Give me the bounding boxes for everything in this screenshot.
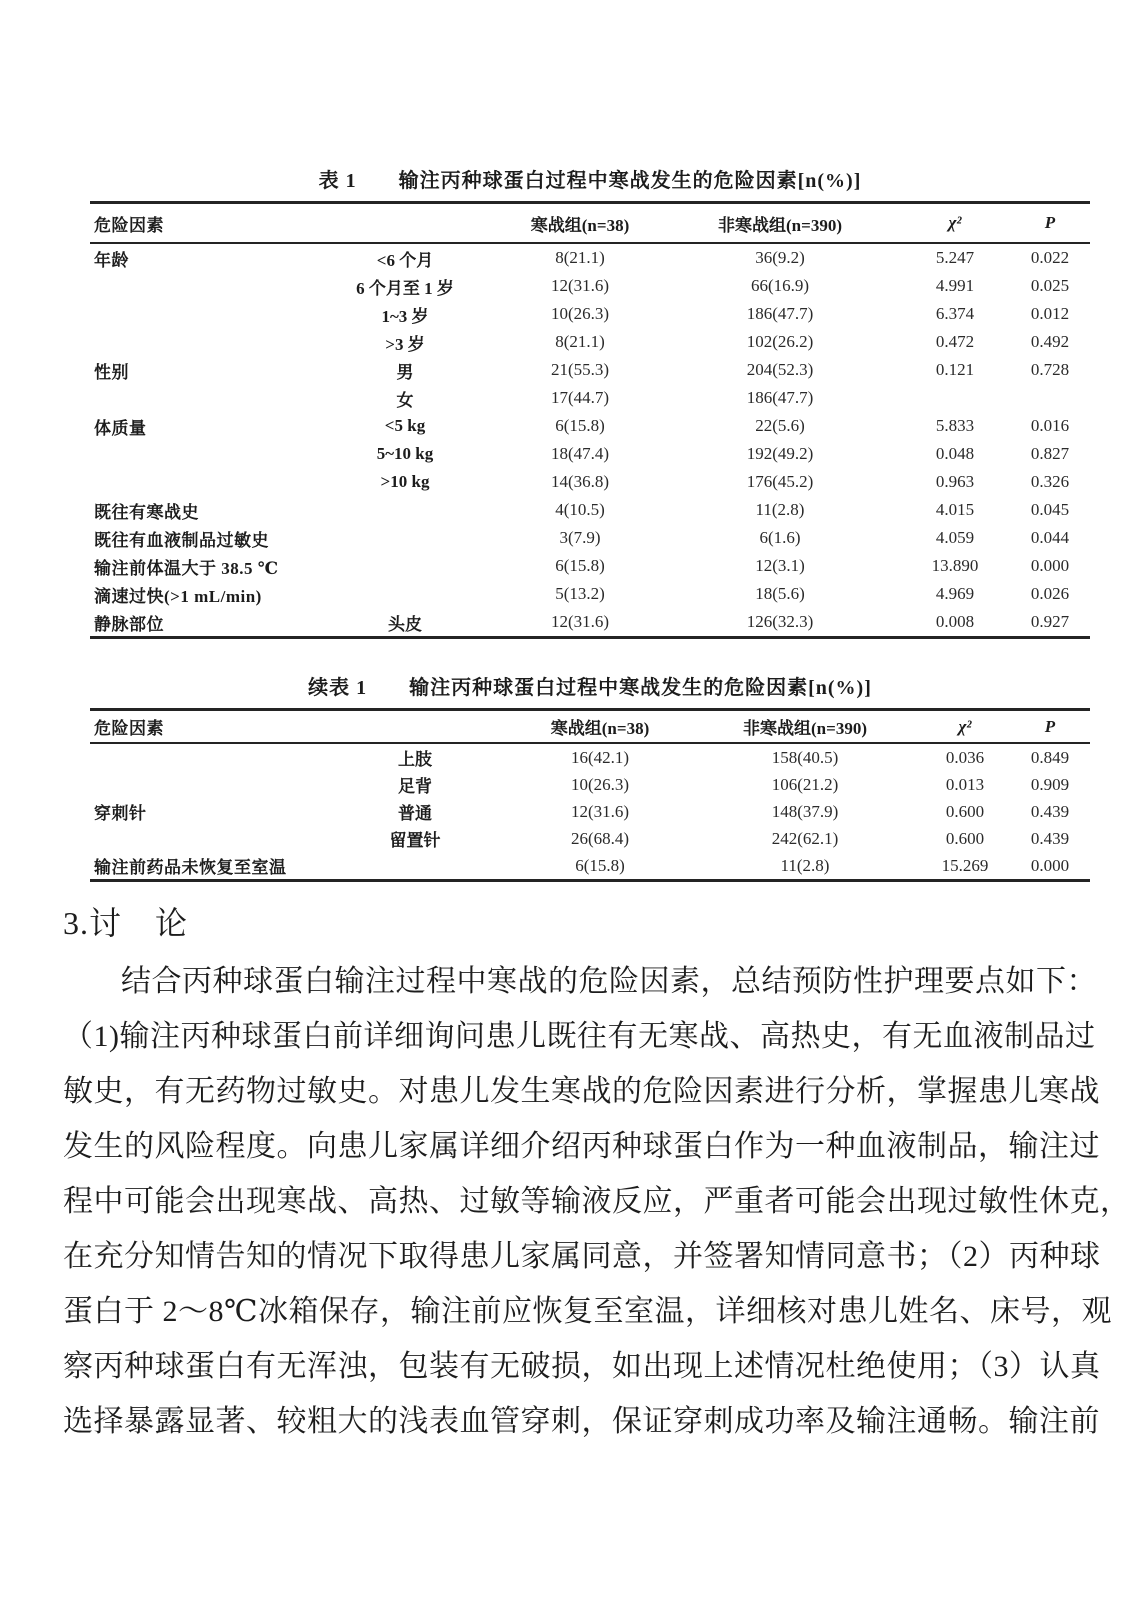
table2-label: 续表 1 — [308, 677, 368, 699]
cell-chill-group-value: 16(42.1) — [570, 747, 630, 767]
cell-risk-factor — [90, 384, 310, 412]
cell-risk-factor: 年龄 — [94, 250, 129, 270]
cell-category: 普通 — [398, 804, 432, 823]
cell-p-value: 0.909 — [1030, 774, 1070, 794]
cell-category: 足背 — [398, 777, 432, 796]
cell-risk-factor: 既往有血液制品过敏史 — [94, 530, 269, 550]
table1-caption: 输注丙种球蛋白过程中寒战发生的危险因素[n(%)] — [398, 170, 862, 192]
table-row — [90, 852, 1090, 881]
cell-risk-factor — [90, 825, 320, 852]
cell-category — [310, 524, 500, 552]
cell-p-value: 0.022 — [1030, 248, 1070, 267]
cell-nonchill-group-value: 102(26.2) — [746, 332, 814, 351]
cell-nonchill-group-value: 176(45.2) — [746, 472, 814, 491]
table2-title — [90, 675, 1090, 701]
cell-chill-group-value: 14(36.8) — [550, 472, 610, 491]
header-nonchill-group: 非寒战组(n=390) — [660, 203, 900, 244]
cell-p-value: 0.492 — [1030, 332, 1070, 351]
table-row — [90, 440, 1090, 468]
table-row — [90, 771, 1090, 798]
table2-block — [0, 639, 1145, 882]
cell-nonchill-group-value: 242(62.1) — [771, 828, 839, 848]
cell-chi-square-value: 0.472 — [935, 332, 975, 351]
cell-p-value: 0.439 — [1030, 801, 1070, 821]
table-header-row — [90, 710, 1090, 744]
cell-chill-group-value: 21(55.3) — [550, 360, 610, 379]
cell-chill-group-value: 4(10.5) — [555, 500, 605, 519]
cell-chi-square-value: 15.269 — [941, 855, 989, 875]
cell-risk-factor — [90, 743, 320, 771]
cell-category: 1~3 岁 — [381, 306, 429, 326]
cell-chi-square-value: 0.963 — [935, 472, 975, 491]
cell-chi-square-value: 0.036 — [945, 747, 985, 767]
cell-chill-group-value: 8(21.1) — [555, 332, 605, 351]
header-nonchill-group: 非寒战组(n=390) — [690, 710, 920, 744]
cell-p-value: 0.016 — [1030, 416, 1070, 435]
cell-nonchill-group-value: 186(47.7) — [746, 388, 814, 407]
cell-chill-group-value: 12(31.6) — [550, 612, 610, 631]
cell-p-value: 0.000 — [1030, 556, 1070, 575]
cell-risk-factor — [90, 328, 310, 356]
cell-risk-factor — [90, 468, 310, 496]
risk-factor-table — [90, 201, 1090, 639]
cell-chi-square-value: 0.121 — [935, 360, 975, 379]
cell-p-value — [1010, 384, 1090, 412]
header-risk-factor: 危险因素 — [90, 710, 320, 744]
table-row — [90, 272, 1090, 300]
table-row — [90, 328, 1090, 356]
text-line: 在充分知情告知的情况下取得患儿家属同意，并签署知情同意书；（2）丙种球 — [63, 1240, 1101, 1273]
header-spacer — [310, 203, 500, 244]
cell-risk-factor: 输注前体温大于 38.5 ℃ — [94, 558, 279, 578]
cell-category: >10 kg — [380, 472, 430, 491]
cell-category: <5 kg — [384, 416, 426, 435]
cell-p-value: 0.045 — [1030, 500, 1070, 519]
cell-chill-group-value: 17(44.7) — [550, 388, 610, 407]
cell-p-value: 0.000 — [1030, 855, 1070, 875]
cell-chill-group-value: 18(47.4) — [550, 444, 610, 463]
cell-chi-square-value: 0.013 — [945, 774, 985, 794]
discussion-paragraph — [63, 954, 1131, 1449]
risk-factor-table-continued — [90, 708, 1090, 882]
text-line: 敏史，有无药物过敏史。对患儿发生寒战的危险因素进行分析，掌握患儿寒战 — [63, 1075, 1100, 1108]
discussion-section — [0, 882, 1145, 1449]
cell-p-value: 0.927 — [1030, 612, 1070, 631]
cell-risk-factor — [90, 440, 310, 468]
cell-chill-group-value: 5(13.2) — [555, 584, 605, 603]
cell-p-value: 0.025 — [1030, 276, 1070, 295]
table-row — [90, 580, 1090, 608]
cell-risk-factor: 静脉部位 — [94, 614, 164, 634]
cell-nonchill-group-value: 106(21.2) — [771, 774, 839, 794]
text-line: 程中可能会出现寒战、高热、过敏等输液反应，严重者可能会出现过敏性休克， — [63, 1185, 1131, 1218]
table-row — [90, 356, 1090, 384]
text-line: 选择暴露显著、较粗大的浅表血管穿刺，保证穿刺成功率及输注通畅。输注前 — [63, 1405, 1100, 1438]
cell-nonchill-group-value: 12(3.1) — [755, 556, 805, 575]
table-row — [90, 384, 1090, 412]
table1-title — [90, 168, 1090, 194]
cell-chill-group-value: 10(26.3) — [570, 774, 630, 794]
table-row — [90, 798, 1090, 825]
cell-chill-group-value: 3(7.9) — [559, 528, 601, 547]
header-chi-square: χ² — [920, 710, 1010, 744]
table1-block — [0, 0, 1145, 639]
text-line: 蛋白于 2～8℃冰箱保存，输注前应恢复至室温，详细核对患儿姓名、床号，观 — [63, 1295, 1113, 1328]
cell-nonchill-group-value: 6(1.6) — [759, 528, 801, 547]
cell-category: 留置针 — [389, 831, 441, 850]
table-header-row — [90, 203, 1090, 244]
cell-risk-factor: 既往有寒战史 — [94, 502, 199, 522]
table-row — [90, 412, 1090, 440]
header-risk-factor: 危险因素 — [90, 203, 310, 244]
cell-chi-square-value: 0.048 — [935, 444, 975, 463]
cell-p-value: 0.012 — [1030, 304, 1070, 323]
cell-chi-square-value: 6.374 — [935, 304, 975, 323]
text-line: 发生的风险程度。向患儿家属详细介绍丙种球蛋白作为一种血液制品，输注过 — [63, 1130, 1100, 1163]
cell-category: <6 个月 — [376, 250, 434, 270]
table2-caption: 输注丙种球蛋白过程中寒战发生的危险因素[n(%)] — [409, 677, 872, 699]
cell-nonchill-group-value: 192(49.2) — [746, 444, 814, 463]
cell-nonchill-group-value: 36(9.2) — [755, 248, 805, 267]
table-row — [90, 524, 1090, 552]
cell-chill-group-value: 10(26.3) — [550, 304, 610, 323]
cell-risk-factor: 滴速过快(>1 mL/min) — [94, 586, 262, 606]
cell-category: 6 个月至 1 岁 — [356, 278, 454, 298]
cell-nonchill-group-value: 186(47.7) — [746, 304, 814, 323]
header-p-value: P — [1010, 710, 1090, 744]
cell-risk-factor — [90, 771, 320, 798]
cell-chill-group-value: 12(31.6) — [550, 276, 610, 295]
cell-risk-factor: 体质量 — [94, 418, 147, 438]
cell-nonchill-group-value: 204(52.3) — [746, 360, 814, 379]
cell-chi-square-value: 4.969 — [935, 584, 975, 603]
cell-category — [310, 552, 500, 580]
cell-risk-factor: 输注前药品未恢复至室温 — [94, 858, 287, 877]
cell-chi-square-value: 0.600 — [945, 801, 985, 821]
cell-nonchill-group-value: 66(16.9) — [750, 276, 810, 295]
cell-chi-square-value: 0.008 — [935, 612, 975, 631]
cell-p-value: 0.439 — [1030, 828, 1070, 848]
cell-p-value: 0.326 — [1030, 472, 1070, 491]
cell-category — [310, 580, 500, 608]
header-chill-group: 寒战组(n=38) — [510, 710, 690, 744]
cell-nonchill-group-value: 148(37.9) — [771, 801, 839, 821]
section-heading: 3.讨 论 — [63, 905, 189, 941]
header-chi-square: χ² — [900, 203, 1010, 244]
cell-category — [310, 496, 500, 524]
table-row — [90, 743, 1090, 771]
cell-risk-factor — [90, 272, 310, 300]
cell-nonchill-group-value: 18(5.6) — [755, 584, 805, 603]
table1-label: 表 1 — [318, 170, 357, 192]
cell-chill-group-value: 12(31.6) — [570, 801, 630, 821]
cell-category — [320, 852, 510, 881]
cell-chill-group-value: 6(15.8) — [555, 416, 605, 435]
cell-chi-square-value: 5.247 — [935, 248, 975, 267]
cell-nonchill-group-value: 126(32.3) — [746, 612, 814, 631]
cell-chill-group-value: 26(68.4) — [570, 828, 630, 848]
cell-nonchill-group-value: 22(5.6) — [755, 416, 805, 435]
cell-chi-square-value: 4.059 — [935, 528, 975, 547]
cell-nonchill-group-value: 11(2.8) — [755, 500, 805, 519]
text-line: 结合丙种球蛋白输注过程中寒战的危险因素，总结预防性护理要点如下： — [121, 965, 1097, 998]
cell-p-value: 0.728 — [1030, 360, 1070, 379]
cell-chi-square-value: 4.015 — [935, 500, 975, 519]
table-row — [90, 608, 1090, 638]
header-chill-group: 寒战组(n=38) — [500, 203, 660, 244]
cell-category: 头皮 — [388, 614, 422, 634]
cell-chi-square-value — [900, 384, 1010, 412]
cell-category: >3 岁 — [385, 334, 425, 354]
cell-chi-square-value: 0.600 — [945, 828, 985, 848]
table-row — [90, 243, 1090, 272]
table-row — [90, 552, 1090, 580]
cell-chi-square-value: 13.890 — [931, 556, 979, 575]
cell-p-value: 0.044 — [1030, 528, 1070, 547]
table-row — [90, 300, 1090, 328]
cell-chill-group-value: 8(21.1) — [555, 248, 605, 267]
header-spacer — [320, 710, 510, 744]
cell-category: 5~10 kg — [376, 444, 434, 463]
cell-category: 男 — [396, 362, 414, 382]
cell-chill-group-value: 6(15.8) — [575, 855, 625, 875]
text-line: 察丙种球蛋白有无浑浊，包装有无破损，如出现上述情况杜绝使用；（3）认真 — [63, 1350, 1101, 1383]
table2-body — [90, 743, 1090, 881]
header-p-value: P — [1010, 203, 1090, 244]
cell-nonchill-group-value: 11(2.8) — [780, 855, 830, 875]
cell-chi-square-value: 5.833 — [935, 416, 975, 435]
cell-chill-group-value: 6(15.8) — [555, 556, 605, 575]
cell-p-value: 0.026 — [1030, 584, 1070, 603]
cell-risk-factor: 性别 — [94, 362, 129, 382]
table1-body — [90, 243, 1090, 638]
cell-p-value: 0.827 — [1030, 444, 1070, 463]
cell-chi-square-value: 4.991 — [935, 276, 975, 295]
cell-category: 女 — [396, 390, 414, 410]
table-row — [90, 496, 1090, 524]
table-row — [90, 468, 1090, 496]
cell-nonchill-group-value: 158(40.5) — [771, 747, 839, 767]
table-row — [90, 825, 1090, 852]
cell-risk-factor: 穿刺针 — [94, 804, 147, 823]
cell-p-value: 0.849 — [1030, 747, 1070, 767]
cell-category: 上肢 — [398, 750, 432, 769]
cell-risk-factor — [90, 300, 310, 328]
text-line: （1)输注丙种球蛋白前详细询问患儿既往有无寒战、高热史，有无血液制品过 — [63, 1020, 1096, 1053]
